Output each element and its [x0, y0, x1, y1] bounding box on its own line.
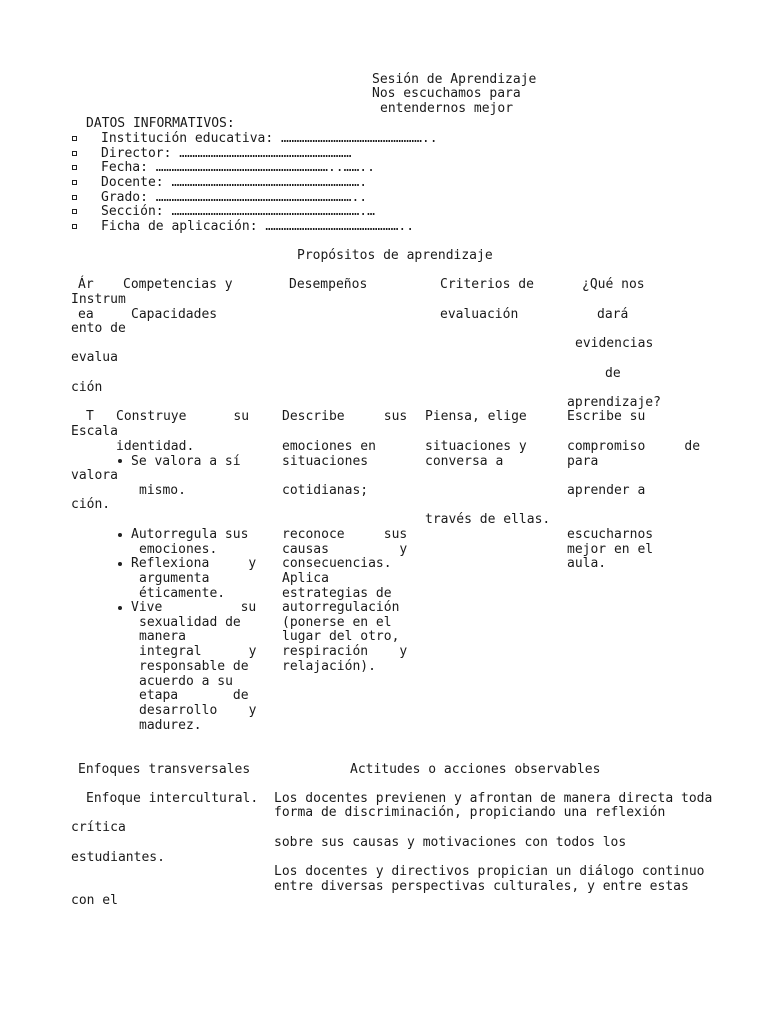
comp-b3-3: éticamente. — [139, 586, 226, 601]
datos-item-seccion: Sección: ……………………………………………………………….… — [101, 204, 375, 219]
header-instrumento-3: evalua — [71, 350, 118, 365]
comp-b3-2: argumenta — [139, 571, 210, 586]
bullet-dot-icon — [118, 459, 122, 463]
enfoque-intercultural: Enfoque intercultural. — [86, 791, 259, 806]
evid-line-4: aprender a — [567, 483, 646, 498]
actitudes-header: Actitudes o acciones observables — [350, 762, 601, 777]
square-bullet-icon — [72, 209, 77, 214]
actitud-line-3: crítica — [71, 820, 126, 835]
comp-b4-4: integral y — [139, 644, 257, 659]
actitud-line-5: estudiantes. — [71, 850, 165, 865]
actitud-line-2: forma de discriminación, propiciando una reflexión — [274, 805, 666, 820]
header-evidencias-2: dará — [597, 307, 629, 322]
row-area: T — [86, 409, 94, 424]
actitud-line-7: entre diversas perspectivas culturales, y entre estas — [274, 879, 689, 894]
crit-line-4: través de ellas. — [425, 512, 551, 527]
comp-b4-8: desarrollo y — [139, 703, 257, 718]
comp-b1-1: Se valora a sí — [131, 454, 241, 469]
comp-b4-1: Vive su — [131, 600, 257, 615]
header-area-2: ea — [78, 307, 94, 322]
crit-line-2: situaciones y — [425, 439, 527, 454]
evid-line-2: compromiso de — [567, 439, 701, 454]
instr-line-2: valora — [71, 468, 118, 483]
bullet-dot-icon — [118, 562, 122, 566]
evid-line-1: Escribe su — [567, 409, 646, 424]
comp-b3-1: Reflexiona y — [131, 556, 257, 571]
comp-b4-9: madurez. — [139, 718, 202, 733]
actitud-line-6: Los docentes y directivos propician un diálogo continuo — [274, 864, 705, 879]
comp-b4-2: sexualidad de — [139, 615, 241, 630]
session-title: Sesión de Aprendizaje — [372, 72, 537, 87]
square-bullet-icon — [72, 151, 77, 156]
desemp-line-13: respiración y — [282, 644, 408, 659]
comp-b2-1: Autorregula sus — [131, 527, 249, 542]
header-instrumento-4: ción — [71, 380, 103, 395]
header-desempenos: Desempeños — [289, 277, 368, 292]
datos-item-fecha: Fecha: …………………………………………………………..…….. — [101, 160, 375, 175]
datos-item-docente: Docente: ………………………………………………………………. — [101, 175, 368, 190]
desemp-line-6: causas y — [282, 542, 408, 557]
desemp-line-2: emociones en — [282, 439, 376, 454]
header-evidencias-4: de — [605, 366, 621, 381]
comp-b2-2: emociones. — [139, 542, 218, 557]
evid-line-7: aula. — [567, 556, 607, 571]
bullet-dot-icon — [118, 606, 122, 610]
square-bullet-icon — [72, 224, 77, 229]
comp-b4-6: acuerdo a su — [139, 674, 233, 689]
session-subtitle-line1: Nos escuchamos para — [372, 86, 521, 101]
desemp-line-14: relajación). — [282, 659, 376, 674]
header-area-1: Ár — [78, 277, 94, 292]
header-competencias: Competencias y — [123, 277, 233, 292]
desemp-line-7: consecuencias. — [282, 556, 392, 571]
crit-line-1: Piensa, elige — [425, 409, 527, 424]
comp-line-1: Construye su — [116, 409, 250, 424]
square-bullet-icon — [72, 165, 77, 170]
instr-line-3: ción. — [71, 497, 111, 512]
comp-b4-7: etapa de — [139, 688, 249, 703]
header-evidencias-5: aprendizaje? — [567, 395, 661, 410]
actitud-line-8: con el — [71, 893, 118, 908]
bullet-dot-icon — [118, 533, 122, 537]
propositos-heading: Propósitos de aprendizaje — [297, 248, 493, 263]
datos-item-institucion: Institución educativa: ……………………………………………….. — [101, 131, 438, 146]
desemp-line-12: lugar del otro, — [282, 629, 400, 644]
square-bullet-icon — [72, 136, 77, 141]
desemp-line-5: reconoce sus — [282, 527, 408, 542]
header-instrumento-1: Instrum — [71, 292, 126, 307]
evid-line-3: para — [567, 454, 599, 469]
header-capacidades: Capacidades — [131, 307, 218, 322]
desemp-line-9: estrategias de — [282, 586, 392, 601]
desemp-line-10: autorregulación — [282, 600, 400, 615]
header-evidencias-1: ¿Qué nos — [582, 277, 645, 292]
comp-line-2: identidad. — [116, 439, 195, 454]
header-evidencias-3: evidencias — [575, 336, 654, 351]
evid-line-6: mejor en el — [567, 542, 654, 557]
desemp-line-1: Describe sus — [282, 409, 408, 424]
actitud-line-4: sobre sus causas y motivaciones con todos los — [274, 835, 627, 850]
comp-b4-5: responsable de — [139, 659, 249, 674]
header-criterios-1: Criterios de — [440, 277, 534, 292]
instr-line-1: Escala — [71, 424, 118, 439]
enfoques-header: Enfoques transversales — [78, 762, 251, 777]
comp-b4-3: manera — [139, 629, 186, 644]
crit-line-3: conversa a — [425, 454, 504, 469]
header-instrumento-2: ento de — [71, 321, 126, 336]
square-bullet-icon — [72, 180, 77, 185]
evid-line-5: escucharnos — [567, 527, 654, 542]
desemp-line-8: Aplica — [282, 571, 329, 586]
datos-item-director: Director: ………………………………………………………… — [101, 146, 352, 161]
desemp-line-4: cotidianas; — [282, 483, 369, 498]
datos-item-ficha: Ficha de aplicación: …………………………………………….. — [101, 219, 415, 234]
session-subtitle-line2: entendernos mejor — [380, 101, 514, 116]
comp-b1-2: mismo. — [139, 483, 186, 498]
desemp-line-11: (ponerse en el — [282, 615, 392, 630]
header-criterios-2: evaluación — [440, 307, 519, 322]
datos-item-grado: Grado: ………………………………………………………………….. — [101, 190, 368, 205]
actitud-line-1: Los docentes previenen y afrontan de manera directa toda — [274, 791, 713, 806]
datos-heading: DATOS INFORMATIVOS: — [86, 116, 235, 131]
desemp-line-3: situaciones — [282, 454, 369, 469]
square-bullet-icon — [72, 195, 77, 200]
